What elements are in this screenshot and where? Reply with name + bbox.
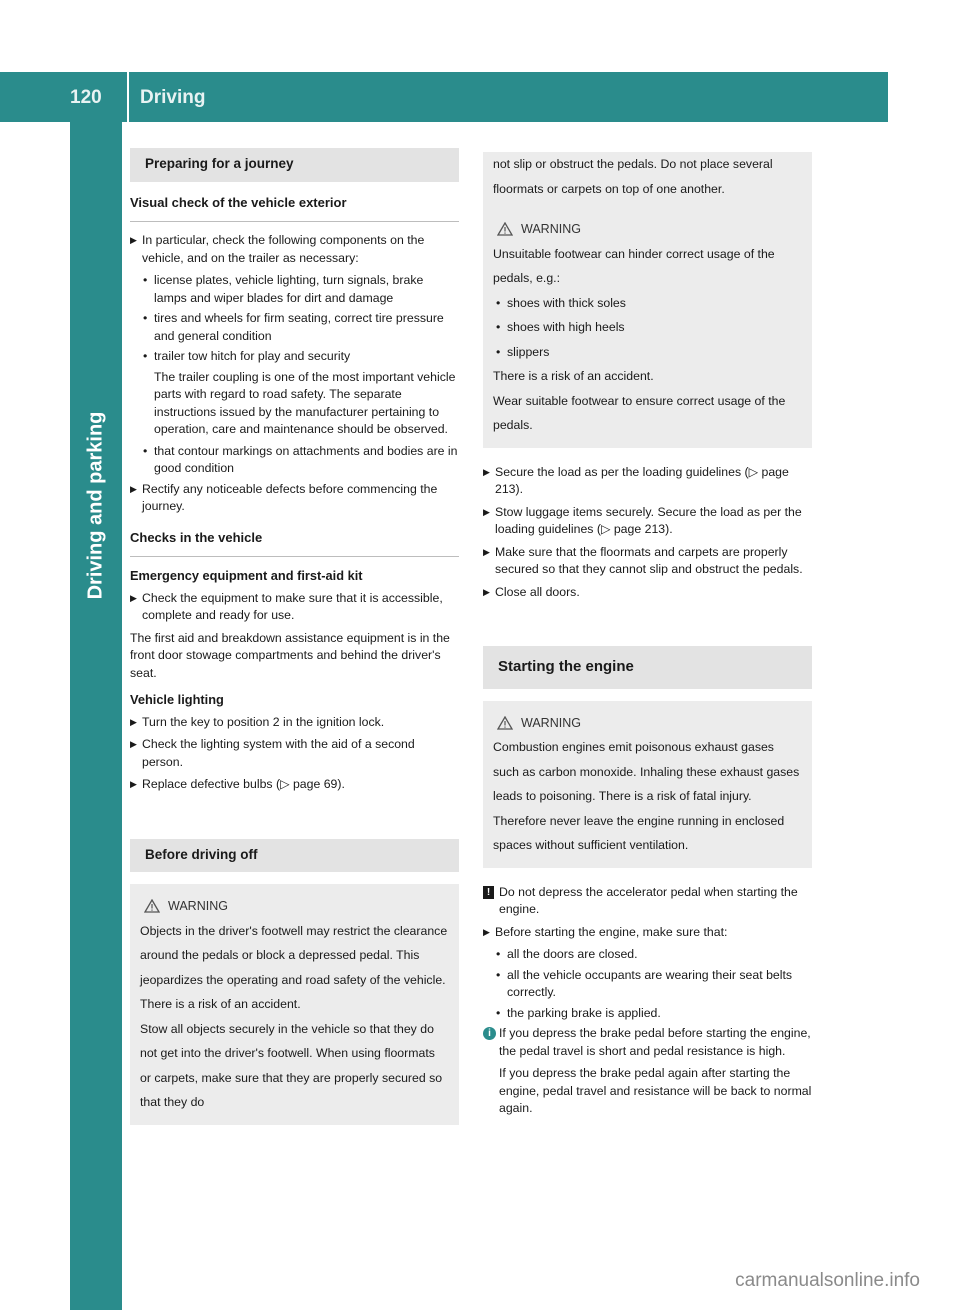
step: ▶ Check the equipment to make sure that it is accessible, complete and ready for use. (130, 590, 443, 622)
step: ▶ Turn the key to position 2 in the ignition lock. (130, 714, 459, 732)
right-column (483, 152, 812, 1123)
warning-text: Objects in the driver's footwell may restrict the clearance around the pedals or block a depressed pedal. This jeopardizes the operating and road safety of the vehicle. There is a risk of an accident. (140, 923, 448, 1011)
info-note: i If you depress the brake pedal before starting the engine, the pedal travel is short and pedal resistance is high. (483, 1025, 812, 1060)
step: ▶ Make sure that the floormats and carpets are properly secured so that they cannot slip and obstruct the pedals. (483, 544, 803, 576)
step: ▶ Before starting the engine, make sure that: (483, 924, 812, 942)
info-note-text: If you depress the brake pedal again after starting the engine, pedal travel and resistance will be back to normal again. (499, 1066, 812, 1115)
bullet-icon: • (496, 947, 501, 961)
warning-box (483, 701, 812, 868)
step: ▶ Rectify any noticeable defects before commencing the journey. (130, 481, 438, 513)
arrow-icon: ▶ (130, 483, 137, 494)
info-icon: i (483, 1027, 496, 1040)
arrow-icon: ▶ (130, 592, 137, 603)
warning-title: WARNING (497, 217, 802, 242)
warning-text: not slip or obstruct the pedals. Do not place several floormats or carpets on top of one another. (493, 157, 773, 196)
page-number: 120 (70, 87, 102, 108)
bullet: • all the doors are closed. (495, 946, 812, 964)
section-title: Driving (140, 87, 206, 108)
warning-icon (144, 899, 160, 913)
caution-note: ! Do not depress the accelerator pedal when starting the engine. (483, 884, 812, 919)
arrow-icon: ▶ (130, 716, 137, 727)
bullet-icon: • (143, 349, 148, 363)
step: ▶ Close all doors. (483, 584, 812, 602)
bullet: • slippers (495, 340, 802, 365)
step: ▶ Secure the load as per the loading guidelines (▷ page 213). (483, 464, 789, 496)
side-tab (70, 122, 122, 1310)
warning-text: Unsuitable footwear can hinder correct usage of the pedals, e.g.: (493, 246, 775, 285)
arrow-icon: ▶ (130, 235, 137, 245)
warning-text: Stow all objects securely in the vehicle so that they do not get into the driver's footwell. When using floormats or carpets, make sure that they are properly secured so that they do (140, 1021, 443, 1109)
lighting-title: Vehicle lighting (130, 692, 224, 707)
step: ▶ Check the lighting system with the aid of a second person. (130, 737, 415, 769)
watermark: carmanualsonline.info (735, 1270, 920, 1291)
warning-title: WARNING (144, 894, 449, 919)
left-column (130, 148, 459, 1125)
warning-icon (497, 222, 513, 236)
warning-box (130, 884, 459, 1125)
checks-title: Checks in the vehicle (130, 529, 459, 558)
bullet: • trailer tow hitch for play and security (142, 348, 459, 366)
step: ▶ Replace defective bulbs (▷ page 69). (130, 776, 459, 794)
heading-preparing: Preparing for a journey (130, 148, 459, 182)
caution-icon: ! (483, 886, 494, 899)
step: ▶ Stow luggage items securely. Secure the load as per the loading guidelines (▷ page 213). (483, 504, 802, 536)
step: ▶ In particular, check the following components on the vehicle, and on the trailer as necessary: (130, 233, 425, 265)
bullet-note: The trailer coupling is one of the most important vehicle parts with regard to road safety. The separate instructions issued by the manufacturer pertaining to operation, care and maintenance should be observed. (154, 369, 456, 436)
visual-check-title: Visual check of the vehicle exterior (130, 194, 459, 223)
heading-before-driving: Before driving off (130, 839, 459, 873)
header-bar (0, 72, 888, 122)
arrow-icon: ▶ (130, 779, 137, 789)
warning-box-continued (483, 152, 812, 448)
bullet-icon: • (496, 1005, 501, 1020)
bullet: • that contour markings on attachments and bodies are in good condition (143, 443, 458, 475)
emergency-text: The first aid and breakdown assistance equipment is in the front door stowage compartments and behind the driver's seat. (130, 630, 450, 680)
arrow-icon: ▶ (483, 466, 490, 477)
header-divider (127, 72, 129, 122)
bullet: • the parking brake is applied. (495, 1005, 812, 1023)
bullet: • tires and wheels for firm seating, correct tire pressure and general condition (143, 311, 444, 343)
side-tab-label: Driving and parking (84, 411, 107, 599)
warning-text: Combustion engines emit poisonous exhaust gases such as carbon monoxide. Inhaling these exhaust gases leads to poisoning. There is a risk of fatal injury. Therefore never leave the engine running in enclosed spaces without sufficient ventilation. (493, 740, 800, 852)
arrow-icon: ▶ (130, 739, 137, 749)
bullet-icon: • (496, 320, 501, 334)
heading-starting-engine: Starting the engine (483, 646, 812, 689)
warning-title: WARNING (497, 711, 802, 736)
bullet-icon: • (496, 967, 501, 982)
bullet-icon: • (496, 344, 501, 359)
bullet: • shoes with thick soles (495, 291, 802, 316)
bullet: • all the vehicle occupants are wearing their seat belts correctly. (496, 967, 793, 999)
arrow-icon: ▶ (483, 506, 490, 517)
warning-text: Wear suitable footwear to ensure correct usage of the pedals. (493, 393, 786, 432)
warning-icon (497, 716, 513, 730)
bullet: • shoes with high heels (495, 315, 802, 340)
bullet-icon: • (143, 311, 148, 325)
arrow-icon: ▶ (483, 546, 490, 557)
bullet-icon: • (143, 443, 148, 458)
warning-text: There is a risk of an accident. (493, 369, 654, 383)
bullet-icon: • (143, 273, 148, 287)
bullet: • license plates, vehicle lighting, turn signals, brake lamps and wiper blades for dirt and damage (143, 273, 424, 305)
arrow-icon: ▶ (483, 926, 490, 937)
bullet-icon: • (496, 295, 501, 310)
emergency-title: Emergency equipment and first-aid kit (130, 568, 363, 583)
arrow-icon: ▶ (483, 586, 490, 597)
